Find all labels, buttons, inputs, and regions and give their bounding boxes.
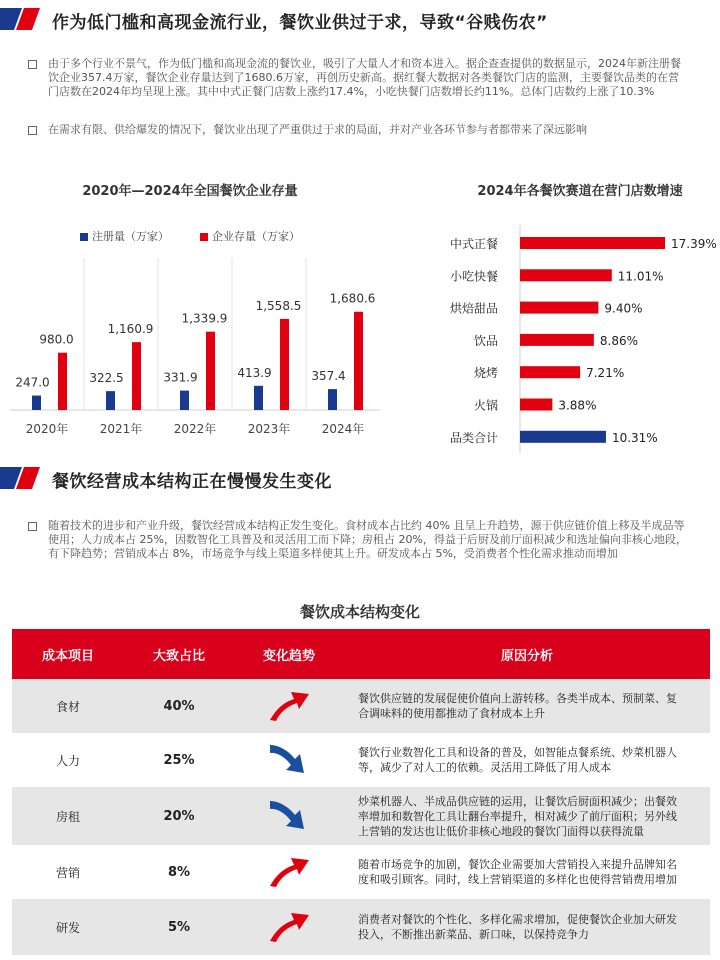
data-label: 247.0: [15, 375, 50, 390]
trend-up-arrow-icon: [266, 908, 312, 944]
bar-stock: [206, 332, 215, 410]
data-label: 7.21%: [586, 366, 625, 381]
bar-growth: [520, 269, 612, 281]
data-label: 1,339.9: [181, 311, 228, 326]
table-row: [12, 845, 710, 899]
table-row: [12, 733, 710, 787]
cell-item: 食材: [12, 679, 124, 733]
cell-share: 20%: [124, 787, 234, 845]
category-label: 中式正餐: [449, 237, 498, 251]
cell-reason: 餐饮行业数智化工具和设备的普及，如智能点餐系统、炒菜机器人等，减少了对人工的依赖。灵活用工降低了用人成本: [344, 733, 710, 787]
cell-share: 40%: [124, 679, 234, 733]
table-header-row: [12, 629, 710, 679]
bullet-text: 随着技术的进步和产业升级，餐饮经营成本结构正发生变化。食材成本占比约 40% 且呈上升趋势，源于供应链价值上移及半成品等使用；人力成本占 25%，因数智化工具普及和灵活用工而下降；房租占 20%，得益于后厨及前厅面积减少和选址偏向非核心地段，有下降趋势；营销成本占 8%，市场竞争与线上渠道多样使其上升。研发成本占 5%，受消费者个性化需求推动而增加: [48, 519, 687, 560]
data-label: 413.9: [237, 365, 272, 380]
bar-growth: [520, 237, 665, 249]
x-tick-label: 2020年: [25, 422, 69, 436]
data-label: 9.40%: [604, 301, 643, 316]
bar-growth: [520, 399, 552, 411]
legend-swatch: [80, 233, 88, 241]
bar-registered: [106, 391, 115, 410]
bullet-box-icon: [28, 60, 37, 69]
cell-item: 房租: [12, 787, 124, 845]
cost-structure-table: [12, 629, 710, 955]
cell-share: 25%: [124, 733, 234, 787]
trend-up-arrow-icon: [266, 853, 312, 889]
data-label: 3.88%: [558, 398, 597, 413]
bar-growth: [520, 334, 594, 346]
bullet-1: [48, 57, 688, 99]
legend-swatch: [200, 233, 208, 241]
table-row: [12, 787, 710, 845]
category-label: 饮品: [473, 333, 498, 348]
bullet-text: 由于多个行业不景气，作为低门槛和高现金流的餐饮业，吸引了大量人才和资本进入。据企查查提供的数据显示，2024年新注册餐饮企业357.4万家，餐饮企业存量达到了1680.6万家，再创历史新高。据红餐大数据对各类餐饮门店的监测，主要餐饮品类的在营门店数在2024年均呈现上涨。其中中式正餐门店数上涨约17.4%，小吃快餐门店数增长约11%。总体门店数约上涨了10.3%: [48, 57, 681, 98]
cell-item: 研发: [12, 899, 124, 955]
legend-label: 注册量（万家）: [92, 230, 169, 243]
data-label: 1,160.9: [107, 322, 154, 337]
section-title-1: 作为低门槛和高现金流行业，餐饮业供过于求，导致“谷贱伤农”: [52, 13, 548, 33]
bar-stock: [280, 319, 289, 410]
cell-item: 营销: [12, 845, 124, 899]
cell-trend: [234, 679, 344, 733]
data-label: 357.4: [311, 369, 346, 384]
cell-share: 5%: [124, 899, 234, 955]
cell-reason: 炒菜机器人、半成品供应链的运用，让餐饮后厨面积减少；出餐效率增加和数智化工具让翻台率提升，相对减少了前厅面积；另外线上营销的发达也让低价非核心地段的餐饮门面得以获得流量: [344, 787, 710, 845]
chart2-title: 2024年各餐饮赛道在营门店数增速: [477, 184, 683, 199]
x-tick-label: 2023年: [247, 422, 291, 436]
bullet-3: [48, 519, 688, 561]
chart1-legend-stock: [200, 228, 300, 244]
cell-share: 8%: [124, 845, 234, 899]
table-row: [12, 679, 710, 733]
bar-registered: [32, 396, 41, 410]
cell-item: 人力: [12, 733, 124, 787]
bullet-box-icon: [28, 126, 37, 135]
data-label: 980.0: [39, 332, 74, 347]
category-label: 小吃快餐: [449, 269, 498, 284]
header-cell-item: 成本项目: [12, 629, 124, 679]
category-label: 烧烤: [473, 366, 498, 381]
trend-down-arrow-icon: [266, 741, 312, 777]
table-row: [12, 899, 710, 955]
category-label: 品类合计: [449, 430, 498, 445]
chart1-title: 2020年—2024年全国餐饮企业存量: [82, 184, 298, 199]
bullet-text: 在需求有限、供给爆发的情况下，餐饮业出现了严重供过于求的局面，并对产业各环节参与者都带来了深远影响: [48, 123, 587, 136]
legend-label: 企业存量（万家）: [212, 230, 300, 243]
chart2-svg: [400, 225, 720, 455]
data-label: 1,558.5: [255, 298, 302, 313]
bar-growth: [520, 431, 606, 443]
bar-stock: [354, 312, 363, 410]
section-title-2: 餐饮经营成本结构正在慢慢发生变化: [52, 472, 332, 492]
category-label: 火锅: [473, 398, 498, 413]
header-stripe-icon: [0, 463, 40, 493]
data-label: 17.39%: [671, 237, 717, 251]
bar-growth: [520, 302, 598, 314]
cell-trend: [234, 845, 344, 899]
data-label: 322.5: [89, 371, 124, 386]
trend-down-arrow-icon: [266, 797, 312, 833]
bar-stock: [58, 353, 67, 410]
bar-registered: [328, 389, 337, 410]
bullet-box-icon: [28, 522, 37, 531]
data-label: 8.86%: [599, 333, 639, 348]
cell-trend: [234, 899, 344, 955]
bullet-2: [48, 123, 718, 137]
chart1-legend-registered: [80, 228, 169, 244]
header-stripe-icon: [0, 4, 40, 34]
bar-stock: [132, 342, 141, 410]
section-header-1: [0, 0, 720, 40]
category-label: 烘焙甜品: [449, 301, 498, 316]
cell-trend: [234, 787, 344, 845]
cell-reason: 餐饮供应链的发展促使价值向上游转移。各类半成本、预制菜、复合调味料的使用都推动了食材成本上升: [344, 679, 710, 733]
header-cell-share: 大致占比: [124, 629, 234, 679]
chart1-svg: [0, 250, 390, 445]
section-header-2: [0, 459, 720, 499]
table-title: 餐饮成本结构变化: [299, 603, 420, 621]
x-tick-label: 2022年: [173, 422, 217, 436]
bar-registered: [254, 386, 263, 410]
cell-reason: 消费者对餐饮的个性化、多样化需求增加，促使餐饮企业加大研发投入，不断推出新菜品、新口味，以保持竞争力: [344, 899, 710, 955]
bar-growth: [520, 366, 580, 378]
cell-trend: [234, 733, 344, 787]
cell-reason: 随着市场竞争的加剧，餐饮企业需要加大营销投入来提升品牌知名度和吸引顾客。同时，线上营销渠道的多样化也使得营销费用增加: [344, 845, 710, 899]
data-label: 10.31%: [611, 430, 658, 445]
x-tick-label: 2021年: [99, 422, 143, 436]
header-cell-reason: 原因分析: [344, 629, 710, 679]
data-label: 1,680.6: [329, 291, 376, 306]
x-tick-label: 2024年: [321, 422, 365, 436]
header-cell-trend: 变化趋势: [234, 629, 344, 679]
trend-up-arrow-icon: [266, 687, 312, 723]
data-label: 331.9: [163, 370, 198, 385]
data-label: 11.01%: [617, 269, 664, 284]
bar-registered: [180, 391, 189, 410]
